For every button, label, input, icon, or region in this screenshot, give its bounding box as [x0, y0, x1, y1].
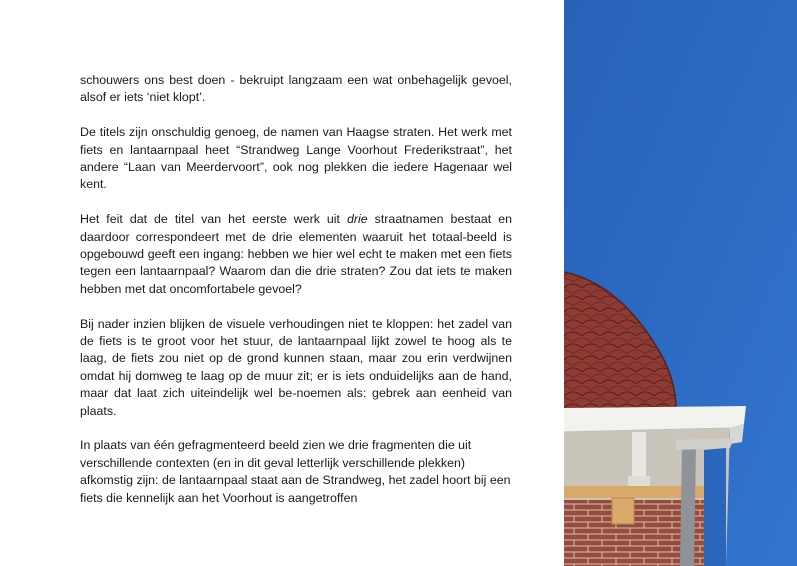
paragraph-2	[80, 124, 512, 194]
paragraph-3-text-end: straatnamen bestaat en daardoor correspondeert met de drie elementen waaruit het totaal-beeld is opgebouwd geeft een ingang: hebben we hier wel echt te maken met een fiets tegen een lantaarnpaal? Waarom dan die drie straten? Zou dat iets te maken hebben met dat oncomfortabele gevoel?	[80, 212, 512, 296]
paragraph-3	[80, 211, 512, 298]
paragraph-4	[80, 316, 512, 420]
building-photo	[564, 0, 797, 566]
paragraph-5-text: In plaats van één gefragmenteerd beeld zien we drie fragmenten die uit verschillende contexten (en in dit geval letterlijk verschillende plekken) afkomstig zijn: de lantaarnpaal staat aan de Strandweg, het zadel hoort bij een fiets die kennelijk aan het Voorhout is aangetroffen	[80, 438, 511, 505]
paragraph-5	[80, 437, 512, 507]
paragraph-3-emphasis: drie	[347, 212, 368, 227]
article-text	[80, 72, 512, 524]
downpipe	[680, 444, 696, 566]
paragraph-2-text: De titels zijn onschuldig genoeg, de namen van Haagse straten. Het werk met fiets en lantaarnpaal heet “Strandweg Lange Voorhout Frederikstraat”, het andere “Laan van Meerdervoort”, ook nog plekken die iedere Hagenaar wel kent.	[80, 125, 512, 192]
paragraph-3-text-start: Het feit dat de titel van het eerste werk uit	[80, 212, 347, 227]
paragraph-1	[80, 72, 512, 107]
paragraph-1-text: schouwers ons best doen - bekruipt langzaam een wat onbehagelijk gevoel, alsof er iets ‘niet klopt’.	[80, 73, 512, 105]
paragraph-4-text: Bij nader inzien blijken de visuele verhoudingen niet te kloppen: het zadel van de fiets is te groot voor het stuur, de lantaarnpaal lijkt zowel te hoog als te laag, de fiets zou niet op de grond kunnen staan, maar zou erin verdwijnen omdat hij domweg te laag op de muur zit; er is iets onduidelijks aan de hand, maar dat laat zich uiteindelijk wel be-noemen als: gebrek aan eenheid van plaats.	[80, 316, 512, 418]
